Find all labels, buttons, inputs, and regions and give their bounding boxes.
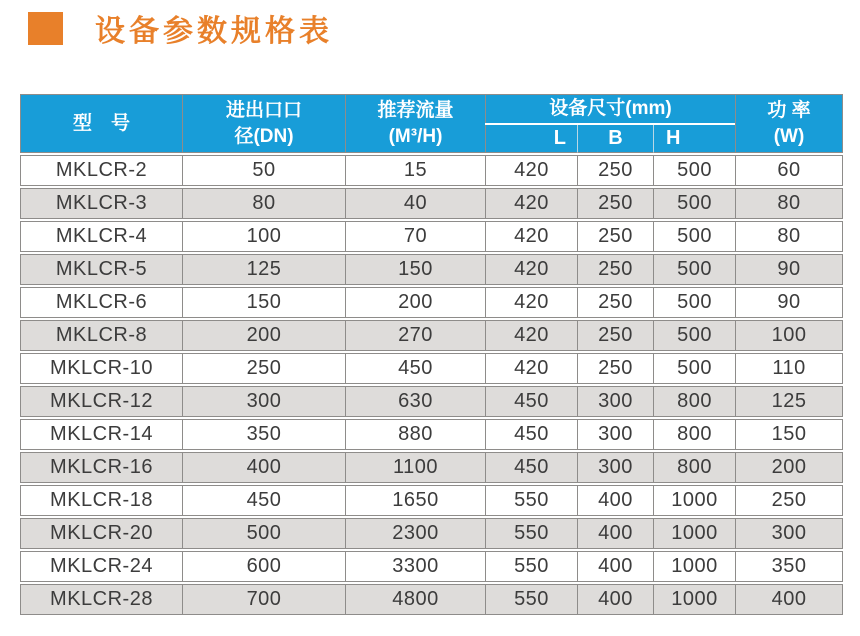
cell-power: 300: [735, 518, 843, 549]
cell-l: 550: [485, 485, 577, 516]
cell-dn: 80: [182, 188, 345, 219]
cell-h: 1000: [653, 551, 735, 582]
cell-b: 250: [577, 353, 653, 384]
cell-flow: 150: [345, 254, 485, 285]
cell-l: 550: [485, 518, 577, 549]
cell-h: 500: [653, 155, 735, 186]
cell-flow: 1650: [345, 485, 485, 516]
cell-flow: 200: [345, 287, 485, 318]
col-header-model: 型 号: [20, 94, 182, 153]
cell-dn: 600: [182, 551, 345, 582]
spec-table: [20, 92, 843, 617]
cell-dn: 50: [182, 155, 345, 186]
cell-h: 800: [653, 386, 735, 417]
cell-power: 150: [735, 419, 843, 450]
cell-flow: 2300: [345, 518, 485, 549]
cell-model: MKLCR-10: [20, 353, 182, 384]
cell-h: 800: [653, 419, 735, 450]
cell-dn: 300: [182, 386, 345, 417]
table-row: [20, 452, 843, 483]
spec-table-header: [20, 94, 843, 153]
cell-b: 250: [577, 254, 653, 285]
cell-l: 420: [485, 221, 577, 252]
cell-model: MKLCR-4: [20, 221, 182, 252]
table-row: [20, 221, 843, 252]
cell-dn: 250: [182, 353, 345, 384]
cell-dn: 500: [182, 518, 345, 549]
cell-b: 400: [577, 518, 653, 549]
cell-dn: 125: [182, 254, 345, 285]
cell-b: 400: [577, 551, 653, 582]
col-header-size: 设备尺寸(mm): [485, 94, 735, 123]
cell-b: 300: [577, 419, 653, 450]
col-header-flow-line1: 推荐流量: [377, 99, 454, 121]
cell-model: MKLCR-3: [20, 188, 182, 219]
table-row: [20, 188, 843, 219]
title-bullet-square-icon: [28, 12, 63, 45]
col-header-dn: [182, 94, 345, 153]
cell-model: MKLCR-24: [20, 551, 182, 582]
cell-h: 800: [653, 452, 735, 483]
table-row: [20, 254, 843, 285]
cell-power: 250: [735, 485, 843, 516]
cell-b: 300: [577, 386, 653, 417]
cell-l: 420: [485, 353, 577, 384]
cell-model: MKLCR-5: [20, 254, 182, 285]
cell-model: MKLCR-6: [20, 287, 182, 318]
cell-h: 500: [653, 221, 735, 252]
col-subheader-l: L: [485, 125, 577, 153]
cell-model: MKLCR-20: [20, 518, 182, 549]
table-row: [20, 155, 843, 186]
cell-dn: 200: [182, 320, 345, 351]
cell-model: MKLCR-16: [20, 452, 182, 483]
cell-power: 80: [735, 188, 843, 219]
cell-power: 60: [735, 155, 843, 186]
spec-table-body: [20, 155, 843, 615]
cell-l: 420: [485, 155, 577, 186]
cell-l: 450: [485, 419, 577, 450]
cell-h: 1000: [653, 518, 735, 549]
table-row: [20, 551, 843, 582]
col-header-flow-line2: (M³/H): [388, 125, 443, 147]
cell-power: 100: [735, 320, 843, 351]
cell-b: 250: [577, 221, 653, 252]
table-row: [20, 320, 843, 351]
cell-power: 110: [735, 353, 843, 384]
cell-dn: 150: [182, 287, 345, 318]
cell-flow: 880: [345, 419, 485, 450]
cell-flow: 4800: [345, 584, 485, 615]
cell-power: 400: [735, 584, 843, 615]
cell-h: 500: [653, 287, 735, 318]
cell-flow: 3300: [345, 551, 485, 582]
cell-dn: 400: [182, 452, 345, 483]
col-header-flow: [345, 94, 485, 153]
cell-power: 90: [735, 254, 843, 285]
cell-l: 450: [485, 452, 577, 483]
table-row: [20, 419, 843, 450]
col-header-power: [735, 94, 843, 153]
cell-flow: 630: [345, 386, 485, 417]
cell-power: 80: [735, 221, 843, 252]
cell-b: 400: [577, 584, 653, 615]
cell-power: 90: [735, 287, 843, 318]
cell-flow: 15: [345, 155, 485, 186]
table-row: [20, 518, 843, 549]
table-row: [20, 485, 843, 516]
cell-b: 250: [577, 155, 653, 186]
cell-l: 550: [485, 551, 577, 582]
cell-l: 420: [485, 287, 577, 318]
cell-b: 400: [577, 485, 653, 516]
cell-l: 550: [485, 584, 577, 615]
col-subheader-h: H: [653, 125, 735, 153]
cell-flow: 40: [345, 188, 485, 219]
cell-model: MKLCR-28: [20, 584, 182, 615]
cell-b: 250: [577, 320, 653, 351]
cell-power: 350: [735, 551, 843, 582]
col-header-dn-line2: 径(DN): [234, 125, 294, 147]
cell-model: MKLCR-2: [20, 155, 182, 186]
col-subheader-b: B: [577, 125, 653, 153]
page-title-row: [28, 11, 860, 48]
cell-model: MKLCR-8: [20, 320, 182, 351]
table-row: [20, 287, 843, 318]
cell-flow: 450: [345, 353, 485, 384]
col-header-power-line1: 功 率: [767, 99, 811, 121]
cell-power: 125: [735, 386, 843, 417]
cell-l: 420: [485, 320, 577, 351]
col-header-power-line2: (W): [773, 125, 805, 147]
table-row: [20, 386, 843, 417]
cell-h: 500: [653, 353, 735, 384]
cell-b: 250: [577, 287, 653, 318]
cell-h: 1000: [653, 485, 735, 516]
cell-model: MKLCR-14: [20, 419, 182, 450]
cell-flow: 270: [345, 320, 485, 351]
cell-dn: 100: [182, 221, 345, 252]
table-row: [20, 353, 843, 384]
cell-b: 300: [577, 452, 653, 483]
cell-l: 420: [485, 254, 577, 285]
cell-flow: 1100: [345, 452, 485, 483]
cell-dn: 700: [182, 584, 345, 615]
cell-model: MKLCR-18: [20, 485, 182, 516]
cell-h: 500: [653, 320, 735, 351]
cell-dn: 450: [182, 485, 345, 516]
cell-l: 420: [485, 188, 577, 219]
cell-l: 450: [485, 386, 577, 417]
cell-dn: 350: [182, 419, 345, 450]
col-header-dn-line1: 进出口口: [225, 99, 302, 121]
cell-h: 1000: [653, 584, 735, 615]
cell-h: 500: [653, 254, 735, 285]
page-title: 设备参数规格表: [95, 15, 333, 48]
cell-flow: 70: [345, 221, 485, 252]
cell-h: 500: [653, 188, 735, 219]
cell-model: MKLCR-12: [20, 386, 182, 417]
cell-power: 200: [735, 452, 843, 483]
table-row: [20, 584, 843, 615]
cell-b: 250: [577, 188, 653, 219]
